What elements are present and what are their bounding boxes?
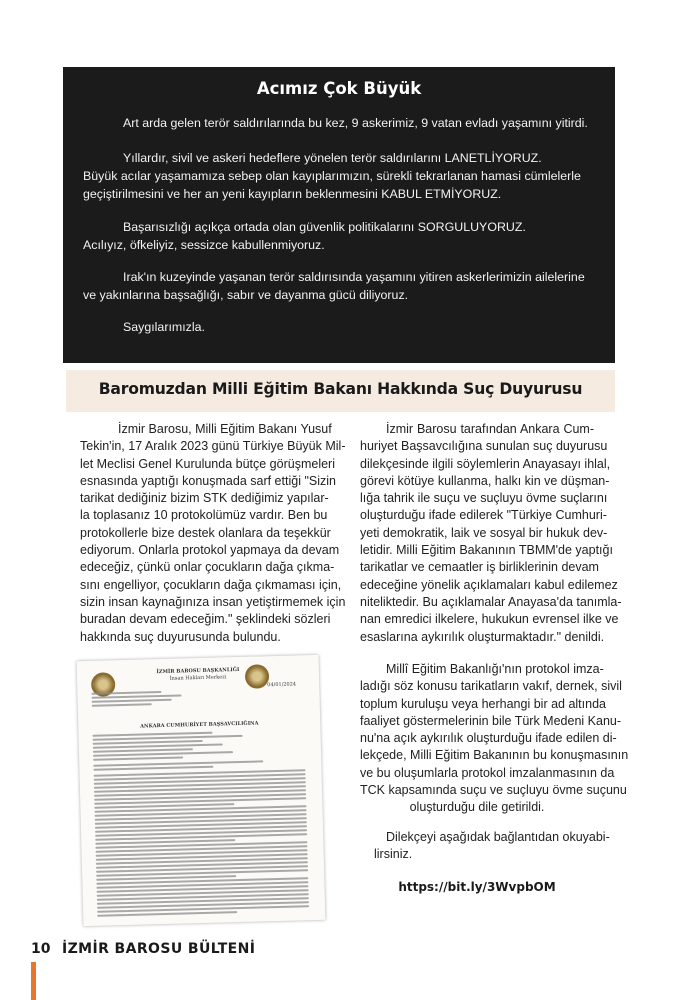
document-date: 04/01/2024 [267,681,297,689]
statement-title: Acımız Çok Büyük [256,79,422,98]
article-left-column [80,421,346,646]
document-subheader: İnsan Hakları Merkezi [169,674,227,682]
article-line: Tekin'in, 17 Aralık 2023 günü Türkiye Büyük Mil- [80,439,346,454]
article-line: let Meclisi Genel Kurulunda bütçe görüşmeleri [80,456,335,471]
article-line: İzmir Barosu, Milli Eğitim Bakanı Yusuf [118,422,332,436]
article-title-band [66,370,615,412]
document-text-line [93,756,183,760]
statement-line: geçiştirilmesini ve her an yeni kayıpların beklenmesini KABUL ETMİYORUZ. [83,187,502,201]
article-line: Millî Eğitim Bakanlığı'nın protokol imza- [386,662,604,676]
publication-title: İZMİR BAROSU BÜLTENİ [62,941,256,957]
article-line: oluşturduğu ifade edilerek "Türkiye Cumhuri- [360,508,607,523]
statement-line: Saygılarımızla. [123,320,205,334]
article-line: esnasında yaptığı konuşmada sarf ettiği "Sizin [80,473,336,488]
article-title: Baromuzdan Milli Eğitim Bakanı Hakkında Suç Duyurusu [98,380,583,398]
article-line: la toplasanız 10 protokolümüz vardır. Ben bu [80,508,328,523]
article-line: nu'na açık aykırılık oluşturduğu ifade edilen di- [360,731,617,746]
article-right-column [360,421,622,646]
statement-line: Irak'ın kuzeyinde yaşanan terör saldırısında yaşamını yitiren askerlerimizin ailelerine [123,270,585,284]
document-text-line [92,703,152,706]
article-line: lirsiniz. [374,847,413,862]
statement-paragraph-5 [83,318,603,336]
document-text-line [93,760,263,766]
statement-box [63,67,615,363]
article-right-paragraph-2 [360,661,629,817]
article-line: tarikat dediğiniz bizim STK dediğimiz yapılar- [80,491,329,506]
document-text-line [92,699,172,703]
statement-line: Art arda gelen terör saldırılarında bu kez, 9 askerimiz, 9 vatan evladı yaşamını yitirdi. [123,116,588,130]
article-line: oluşturduğu dile getirildi. [409,800,545,815]
document-text-line [93,743,223,748]
article-line: sını engelliyor, çocukların dağa çıkmaması için, [80,577,342,592]
article-line: edeceğiz, çünkü onlar çocukların dağa çıkma- [80,560,335,575]
statement-line: Büyük acılar yaşamamıza sebep olan kayıplarımızın, sürekli tekrarlanan hamasi cümlelerle [83,169,581,183]
article-line: toplum kuruluşu veya herhangi bir ad altında [360,696,606,711]
document-addressee: ANKARA CUMHURİYET BAŞSAVCILIĞINA [140,720,259,730]
article-line: İzmir Barosu tarafından Ankara Cum- [386,422,594,436]
petition-link[interactable]: https://bit.ly/3WvpbOM [398,880,556,894]
article-line: niteliktedir. Bu açıklamalar Anayasa'da tanımla- [360,594,622,609]
footer-accent-bar [31,962,36,1000]
statement-paragraph-1 [83,114,603,132]
article-line: letidir. Milli Eğitim Bakanının TBMM'de yaptığı [360,543,613,558]
article-line: lekçede, Milli Eğitim Bakanının bu konuşmasının [360,748,629,763]
document-text-line [93,751,233,756]
article-line: buradan devam edeceğim." şeklindeki sözleri [80,612,331,627]
article-line: sizin insan kaynağınıza insan yetiştirmemek için [80,594,346,609]
document-text-line [93,766,213,771]
article-line: lığa tahrik ile suçu ve suçluyu övme suçlarını [360,491,608,506]
article-right-paragraph-3 [360,829,610,864]
article-line: faaliyet göstermelerinin bile Türk Medeni Kanu- [360,713,622,728]
document-text-lines [77,655,319,661]
statement-paragraph-3 [83,218,603,254]
statement-line: ve yakınlarına başsağlığı, sabır ve dayanma gücü diliyoruz. [83,288,409,302]
document-header: İZMİR BAROSU BAŞKANLIĞI [156,666,240,676]
article-line: yeti demokratik, laik ve sosyal bir hukuk dev- [360,525,608,540]
statement-line: Yıllardır, sivil ve askeri hedeflere yönelen terör saldırılarını LANETLİYORUZ. [123,151,542,165]
article-line: görevi kötüye kullanma, halkı kin ve düşman- [360,473,610,488]
article-line: TCK kapsamında suçu ve suçluyu övme suçunu [360,783,627,798]
article-line: edeceğine yönelik açıklamaları kabul edilemez [360,577,618,592]
article-line: tarikatlar ve cemaatler iş birliklerinin devam [360,560,599,575]
article-line: protokollerle bize destek olanlara da teşekkür [80,525,331,540]
article-line: nan emredici ilkelere, hukukun evrensel ilke ve [360,612,619,627]
article-line: huriyet Başsavcılığına sunulan suç duyurusu [360,439,608,454]
article-line: dilekçesinde ilgili söylemlerin Anayasayı ihlal, [360,456,611,471]
article-line: Dilekçeyi aşağıdak bağlantıdan okuyabi- [386,830,610,844]
petition-document-image [77,655,326,926]
page-number: 10 [31,941,51,957]
article-line: ladığı söz konusu tarikatların vakıf, dernek, sivil [360,679,622,694]
article-line: ve bu oluşumlarla protokol imzalanmasının da [360,765,615,780]
statement-line: Acılıyız, öfkeliyiz, sessizce kabullenmiyoruz. [83,238,325,252]
statement-line: Başarısızlığı açıkça ortada olan güvenlik politikalarını SORGULUYORUZ. [123,220,526,234]
article-line: ediyorum. Onlarla protokol yapmaya da devam [80,543,340,558]
statement-paragraph-4 [83,268,603,304]
article-line: hakkında suç duyurusunda bulundu. [80,629,281,644]
article-line: esaslarına aykırılık oluşturmaktadır." denildi. [360,629,605,644]
statement-paragraph-2 [83,149,603,203]
document-text-line [97,911,237,916]
